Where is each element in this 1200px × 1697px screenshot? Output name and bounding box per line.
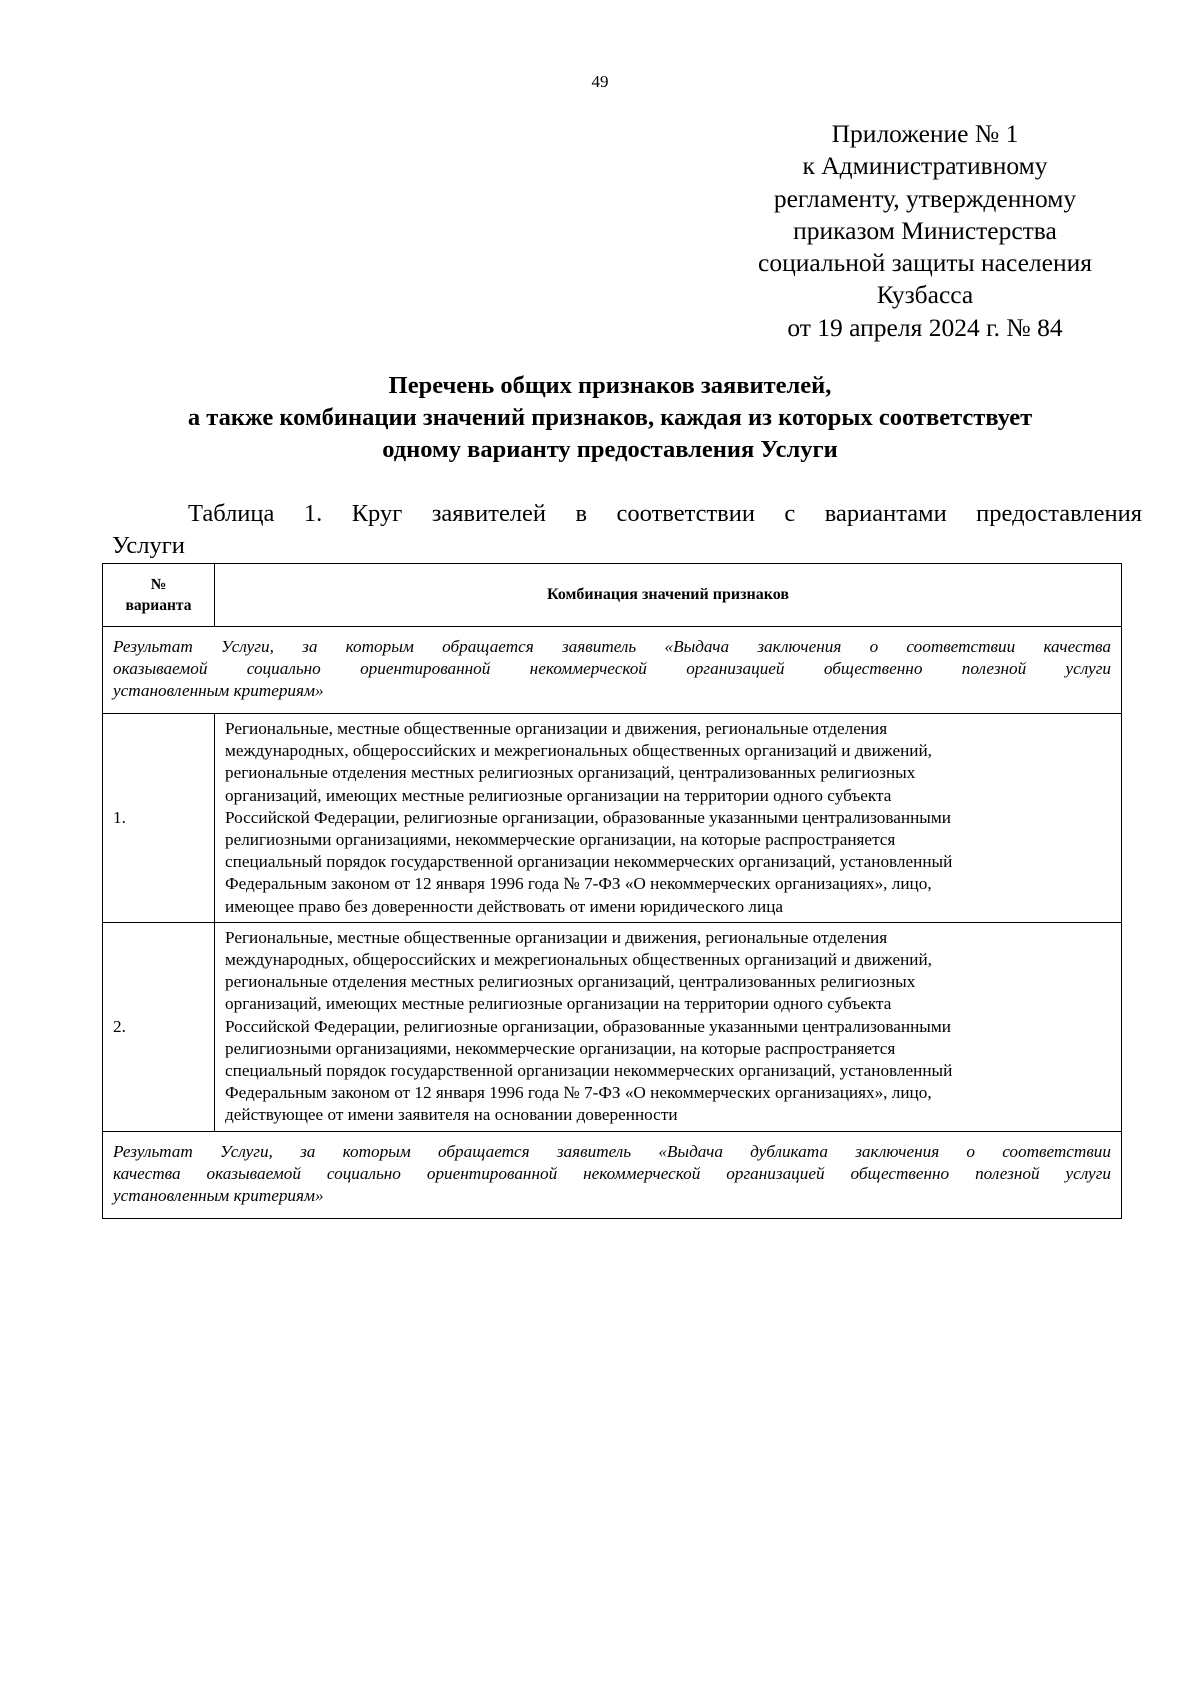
variant-number: 2.	[103, 922, 215, 1131]
text-line: специальный порядок государственной организации некоммерческих организаций, установленный	[225, 852, 953, 872]
text-line: Федеральным законом от 12 января 1996 года № 7-ФЗ «О некоммерческих организациях», лицо,	[225, 1083, 932, 1103]
result-row	[103, 627, 1122, 714]
applicants-table	[102, 563, 1122, 1219]
caption-line: Услуги	[112, 532, 185, 559]
text-line: международных, общероссийских и межрегиональных общественных организаций и движений,	[225, 950, 932, 970]
header-num-symbol: №	[150, 576, 167, 593]
appendix-line: Приложение № 1	[831, 119, 1019, 148]
text-line: Региональные, местные общественные организации и движения, региональные отделения	[225, 719, 888, 738]
result-line: Результат Услуги, за которым обращается заявитель «Выдача заключения о соответствии качества	[113, 637, 1111, 656]
title-line: а также комбинации значений признаков, каждая из которых соответствует	[187, 404, 1033, 431]
text-line: региональные отделения местных религиозных организаций, централизованных религиозных	[225, 972, 916, 992]
text-line: имеющее право без доверенности действовать от имени юридического лица	[225, 896, 784, 916]
text-line: Российской Федерации, религиозные организации, образованные указанными централизованными	[225, 807, 951, 827]
appendix-line: социальной защиты населения	[758, 248, 1092, 278]
result-line: установленным критериям»	[113, 1185, 324, 1205]
result-line: установленным критериям»	[113, 681, 324, 700]
appendix-line: к Административному	[802, 151, 1048, 181]
appendix-line: Кузбасса	[876, 280, 974, 310]
result-line: Результат Услуги, за которым обращается заявитель «Выдача дубликата заключения о соответствии	[113, 1141, 1111, 1161]
text-line: региональные отделения местных религиозных организаций, централизованных религиозных	[225, 763, 916, 783]
appendix-line: регламенту, утвержденному	[773, 183, 1077, 213]
table-header-row	[103, 564, 1122, 627]
title-line: одному варианту предоставления Услуги	[382, 436, 838, 463]
page-number: 49	[591, 72, 609, 91]
variant-description	[215, 714, 1122, 923]
caption-line: Таблица 1. Круг заявителей в соответствии с вариантами предоставления	[188, 500, 1142, 527]
text-line: Российской Федерации, религиозные организации, образованные указанными централизованными	[225, 1016, 951, 1036]
result-cell	[103, 1131, 1122, 1218]
appendix-line: от 19 апреля 2024 г. № 84	[787, 312, 1063, 342]
text-line: религиозными организациями, некоммерческие организации, на которые распространяется	[225, 1038, 896, 1058]
appendix-line: приказом Министерства	[793, 215, 1057, 245]
text-line: религиозными организациями, некоммерческие организации, на которые распространяется	[225, 830, 896, 850]
document-title	[100, 370, 1120, 466]
result-line: оказываемой социально ориентированной некоммерческой организацией общественно полезной услуги	[113, 659, 1111, 678]
text-line: организаций, имеющих местные религиозные организации на территории одного субъекта	[225, 785, 892, 805]
result-row	[103, 1131, 1122, 1218]
result-cell	[103, 627, 1122, 714]
text-line: специальный порядок государственной организации некоммерческих организаций, установленный	[225, 1061, 953, 1081]
text-line: Региональные, местные общественные организации и движения, региональные отделения	[225, 927, 888, 947]
appendix-block	[730, 118, 1120, 344]
table-row	[103, 922, 1122, 1131]
header-variant-number	[103, 564, 215, 627]
text-line: действующее от имени заявителя на основании доверенности	[225, 1105, 678, 1125]
header-num-label: варианта	[125, 597, 192, 614]
text-line: Федеральным законом от 12 января 1996 года № 7-ФЗ «О некоммерческих организациях», лицо,	[225, 874, 932, 894]
table-row	[103, 714, 1122, 923]
variant-number: 1.	[103, 714, 215, 923]
result-line: качества оказываемой социально ориентированной некоммерческой организацией общественно полезной услуги	[113, 1163, 1111, 1183]
text-line: международных, общероссийских и межрегиональных общественных организаций и движений,	[225, 741, 932, 761]
header-combination: Комбинация значений признаков	[215, 564, 1122, 627]
table-caption	[112, 498, 1142, 562]
variant-description	[215, 922, 1122, 1131]
title-line: Перечень общих признаков заявителей,	[388, 372, 832, 399]
text-line: организаций, имеющих местные религиозные организации на территории одного субъекта	[225, 994, 892, 1014]
